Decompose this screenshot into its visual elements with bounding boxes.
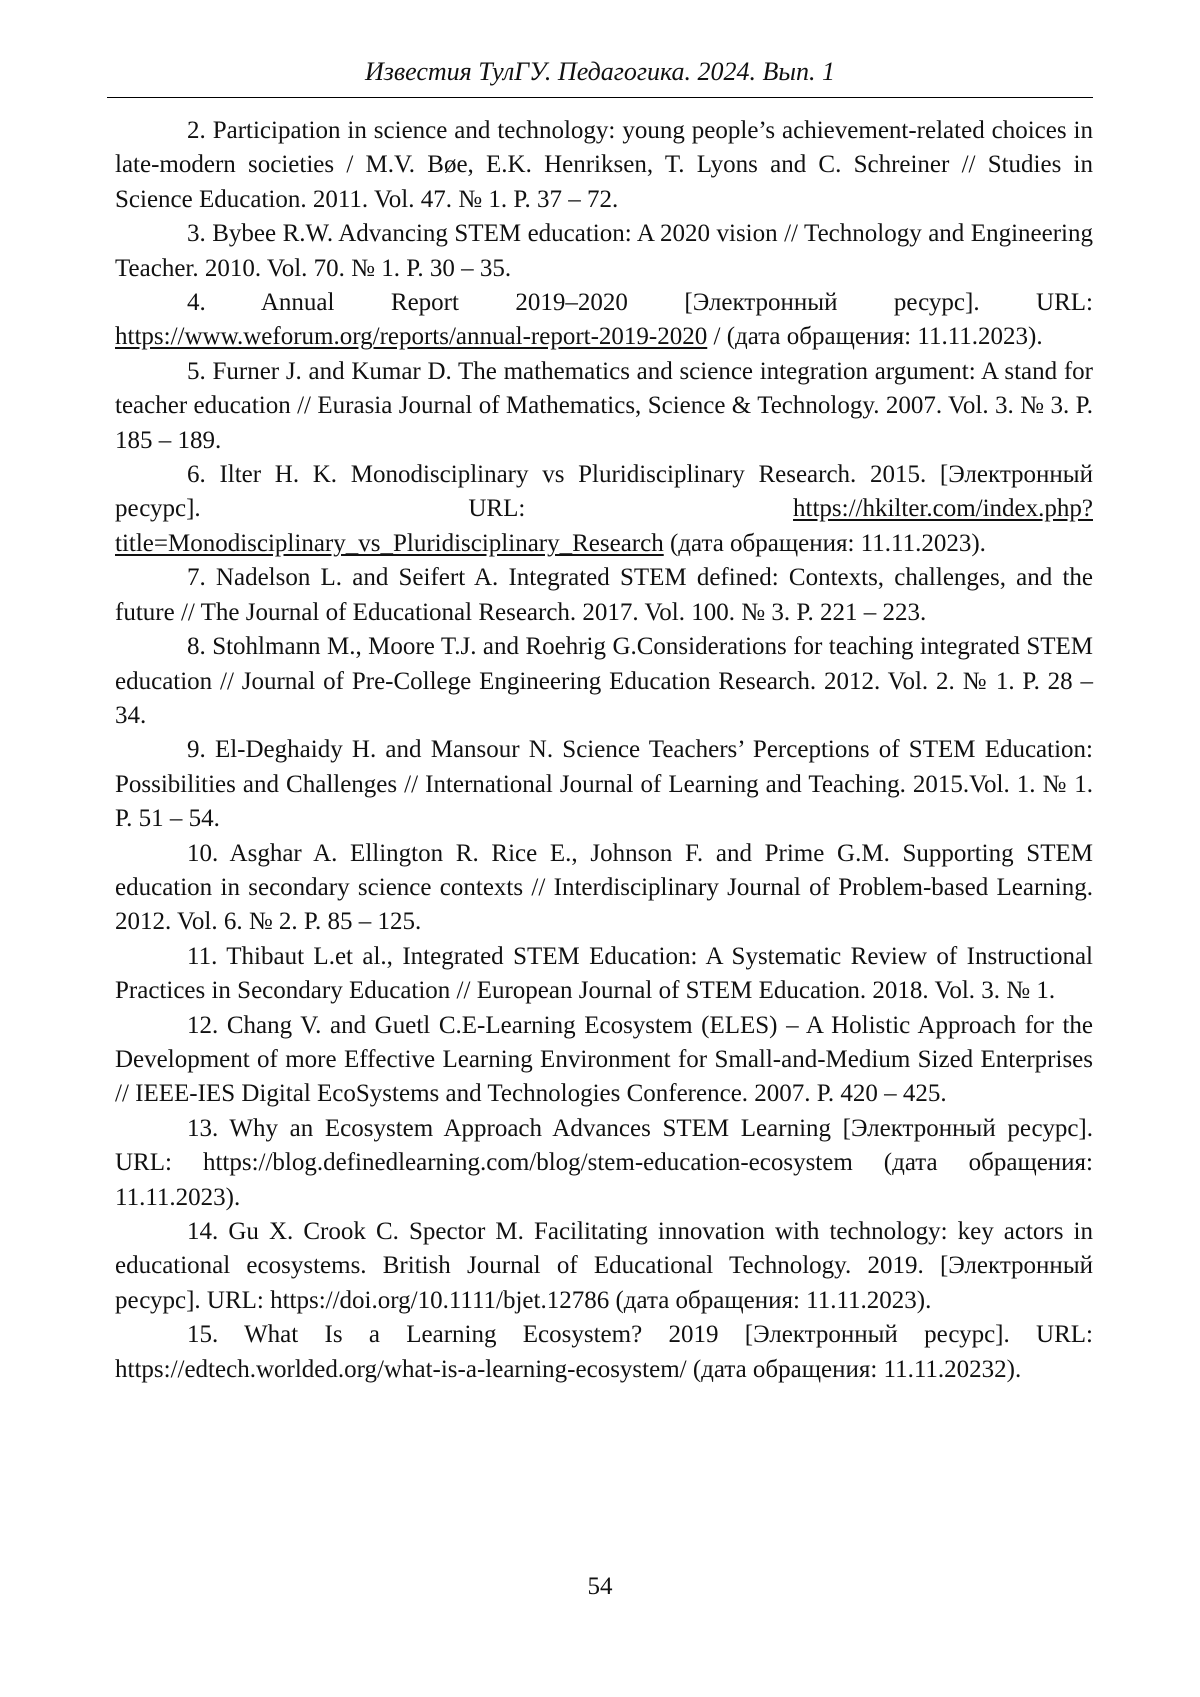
reference-item: 15. What Is a Learning Ecosystem? 2019 [Электронный ресурс]. URL: https://edtech.worlded.org/what-is-a-learning-ecosystem/ (дата обращения: 11.11.20232). xyxy=(115,1321,1093,1383)
reference-item: 3. Bybee R.W. Advancing STEM education: A 2020 vision // Technology and Engineering Teacher. 2010. Vol. 70. № 1. P. 30 – 35. xyxy=(115,220,1093,282)
reference-item: 10. Asghar A. Ellington R. Rice E., Johnson F. and Prime G.M. Supporting STEM education in secondary science contexts // Interdisciplinary Journal of Problem-based Learning. 2012. Vol. 6. № 2. P. 85 – 125. xyxy=(115,839,1093,936)
header-rule xyxy=(107,97,1093,98)
reference-item xyxy=(115,286,1093,355)
reference-item: 9. El-Deghaidy H. and Mansour N. Science Teachers’ Perceptions of STEM Education: Possibilities and Challenges // International Journal of Learning and Teaching. 2015.Vol. 1. № 1. P. 51 – 54. xyxy=(115,736,1093,833)
reference-item: 7. Nadelson L. and Seifert A. Integrated STEM defined: Contexts, challenges, and the future // The Journal of Educational Research. 2017. Vol. 100. № 3. P. 221 – 223. xyxy=(115,564,1093,626)
reference-item: 8. Stohlmann M., Moore T.J. and Roehrig G.Considerations for teaching integrated STEM education // Journal of Pre-College Engineering Education Research. 2012. Vol. 2. № 1. P. 28 – 34. xyxy=(115,633,1093,729)
reference-item: 12. Chang V. and Guetl C.E-Learning Ecosystem (ELES) – A Holistic Approach for the Development of more Effective Learning Environment for Small-and-Medium Sized Enterprises // IEEE-IES Digital EcoSystems and Technologies Conference. 2007. P. 420 – 425. xyxy=(115,1011,1093,1108)
reference-url-link[interactable]: https://hkilter.com/index.php?title=Monodisciplinary_vs_Pluridisciplinary_Research xyxy=(115,495,1093,557)
reference-url-link[interactable]: https://www.weforum.org/reports/annual-report-2019-2020 xyxy=(115,323,708,351)
reference-text: / (дата обращения: 11.11.2023). xyxy=(707,323,1043,351)
running-header: Известия ТулГУ. Педагогика. 2024. Вып. 1 xyxy=(364,57,836,86)
reference-item: 5. Furner J. and Kumar D. The mathematics and science integration argument: A stand for teacher education // Eurasia Journal of Mathematics, Science & Technology. 2007. Vol. 3. № 3. P. 185 – 189. xyxy=(115,357,1093,454)
reference-item: 14. Gu X. Crook C. Spector M. Facilitating innovation with technology: key actors in educational ecosystems. British Journal of Educational Technology. 2019. [Электронный ресурс]. URL: https://doi.org/10.1111/bjet.12786 (дата обращения: 11.11.2023). xyxy=(115,1218,1093,1314)
page-number: 54 xyxy=(587,1573,613,1600)
reference-text: (дата обращения: 11.11.2023). xyxy=(663,529,986,557)
reference-item: 2. Participation in science and technology: young people’s achievement-related choices in late-modern societies / M.V. Bøe, E.K. Henriksen, T. Lyons and C. Schreiner // Studies in Science Education. 2011. Vol. 47. № 1. P. 37 – 72. xyxy=(115,117,1093,213)
reference-item: 13. Why an Ecosystem Approach Advances STEM Learning [Электронный ресурс]. URL: https://blog.definedlearning.com/blog/stem-education-ecosystem (дата обращения: 11.11.2023). xyxy=(115,1114,1093,1211)
reference-text: 4. Annual Report 2019–2020 [Электронный ресурс]. URL: xyxy=(187,289,1093,317)
reference-text: 6. Ilter H. K. Monodisciplinary vs Pluridisciplinary Research. 2015. [Электронный ресурс]. URL: xyxy=(115,461,1093,523)
reference-item xyxy=(115,458,1093,561)
reference-list xyxy=(115,114,1093,1387)
reference-item: 11. Thibaut L.et al., Integrated STEM Education: A Systematic Review of Instructional Practices in Secondary Education // European Journal of STEM Education. 2018. Vol. 3. № 1. xyxy=(115,942,1093,1005)
